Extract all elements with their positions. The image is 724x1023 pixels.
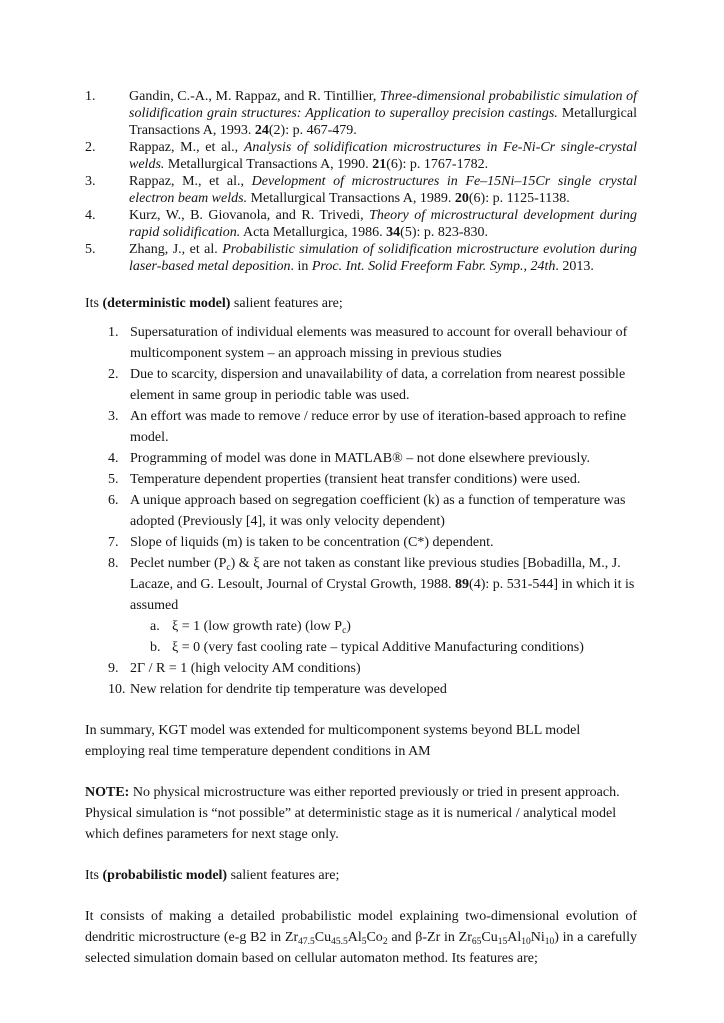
reference-number: 1. bbox=[85, 89, 96, 104]
list-item-number: 10. bbox=[108, 682, 126, 697]
list-item-number: 7. bbox=[108, 535, 119, 550]
reference-text: Rappaz, M., et al., Analysis of solidification microstructures in Fe-Ni-Cr single-crystal welds. Metallurgical Transactions A, 1990. 21(6): p. 1767-1782. bbox=[129, 140, 638, 172]
sub-list-item-letter: b. bbox=[150, 640, 161, 655]
reference-number: 3. bbox=[85, 174, 96, 189]
list-item-text: Slope of liquids (m) is taken to be concentration (C*) dependent. bbox=[130, 535, 494, 550]
reference-list bbox=[85, 88, 637, 275]
sub-list-item bbox=[85, 616, 637, 637]
reference-item bbox=[85, 139, 637, 173]
list-item bbox=[85, 448, 637, 469]
sub-list-item-letter: a. bbox=[150, 619, 160, 634]
reference-text: Kurz, W., B. Giovanola, and R. Trivedi, Theory of microstructural development during rapid solidification. Acta Metallurgica, 1986. 34(5): p. 823-830. bbox=[129, 208, 637, 240]
reference-text: Rappaz, M., et al., Development of microstructures in Fe–15Ni–15Cr single crystal electron beam welds. Metallurgical Transactions A, 1989. 20(6): p. 1125-1138. bbox=[129, 174, 637, 206]
reference-text: Gandin, C.-A., M. Rappaz, and R. Tintillier, Three-dimensional probabilistic simulation of solidification grain structures: Application to superalloy precision castings. Metallurgical Transactions A, 1993. 24(2): p. 467-479. bbox=[129, 89, 637, 138]
probabilistic-model-heading: Its (probabilistic model) salient features are; bbox=[85, 868, 340, 883]
list-item-text: Peclet number $(P_c)$ & ξ are not taken as constant like previous studies [Bobadilla, M., J. Lacaze, and G. Lesoult, Journal of Crystal Growth, 1988. 89(4): p. 531-544] in which it is assumed bbox=[130, 556, 635, 613]
reference-number: 4. bbox=[85, 208, 96, 223]
list-item-number: 3. bbox=[108, 409, 119, 424]
reference-item bbox=[85, 241, 637, 275]
list-item-text: New relation for dendrite tip temperature was developed bbox=[130, 682, 447, 697]
list-item-number: 8. bbox=[108, 556, 119, 571]
list-item bbox=[85, 322, 637, 364]
list-item-text: Temperature dependent properties (transient heat transfer conditions) were used. bbox=[130, 472, 581, 487]
sub-list-item bbox=[85, 637, 637, 658]
list-item-text: A unique approach based on segregation coefficient (k) as a function of temperature was adopted (Previously [4], it was only velocity dependent) bbox=[130, 493, 626, 529]
reference-number: 5. bbox=[85, 242, 96, 257]
list-item-number: 4. bbox=[108, 451, 119, 466]
list-item-number: 6. bbox=[108, 493, 119, 508]
list-item bbox=[85, 364, 637, 406]
list-item-text: 2Γ / R = 1 (high velocity AM conditions) bbox=[130, 661, 361, 676]
list-item-text: Supersaturation of individual elements was measured to account for overall behaviour of multicomponent system – an approach missing in previous studies bbox=[130, 325, 628, 361]
reference-item bbox=[85, 207, 637, 241]
sub-list-item-text: ξ = 0 (very fast cooling rate – typical Additive Manufacturing conditions) bbox=[172, 640, 584, 655]
list-item bbox=[85, 658, 637, 679]
deterministic-feature-list bbox=[85, 322, 637, 700]
reference-item bbox=[85, 173, 637, 207]
list-item-number: 1. bbox=[108, 325, 119, 340]
list-item-text: An effort was made to remove / reduce error by use of iteration-based approach to refine model. bbox=[130, 409, 627, 445]
summary-paragraph: In summary, KGT model was extended for multicomponent systems beyond BLL model employing real time temperature dependent conditions in AM bbox=[85, 723, 581, 759]
reference-number: 2. bbox=[85, 140, 96, 155]
list-item bbox=[85, 532, 637, 553]
list-item bbox=[85, 679, 637, 700]
list-item bbox=[85, 490, 637, 532]
list-item bbox=[85, 469, 637, 490]
list-item-text: Due to scarcity, dispersion and unavailability of data, a correlation from nearest possible element in same group in periodic table was used. bbox=[130, 367, 626, 403]
deterministic-model-heading: Its (deterministic model) salient features are; bbox=[85, 296, 343, 311]
note-paragraph: NOTE: No physical microstructure was either reported previously or tried in present approach. Physical simulation is “not possible” at deterministic stage as it is numerical / analytical model which defines parameters for next stage only. bbox=[85, 785, 620, 842]
sub-list-item-text: ξ = 1 (low growth rate) (low $P_c$) bbox=[172, 619, 351, 636]
reference-text: Zhang, J., et al. Probabilistic simulation of solidification microstructure evolution during laser-based metal deposition. in Proc. Int. Solid Freeform Fabr. Symp., 24th. 2013. bbox=[129, 242, 637, 274]
list-item-number: 9. bbox=[108, 661, 119, 676]
list-item-number: 2. bbox=[108, 367, 119, 382]
list-item-text: Programming of model was done in MATLAB® – not done elsewhere previously. bbox=[130, 451, 590, 466]
reference-item bbox=[85, 88, 637, 139]
probabilistic-paragraph: It consists of making a detailed probabilistic model explaining two-dimensional evolution of dendritic microstructure (e-g B2 in $Zr_{47.5}Cu_{45.5}Al_5Co_2$ and β-Zr in $Zr_{65}Cu_{15}Al_{10}Ni_{10}$) in a carefully selected simulation domain based on cellular automaton method. Its features are; bbox=[85, 909, 637, 966]
list-item bbox=[85, 406, 637, 448]
list-item-number: 5. bbox=[108, 472, 119, 487]
list-item bbox=[85, 553, 637, 616]
